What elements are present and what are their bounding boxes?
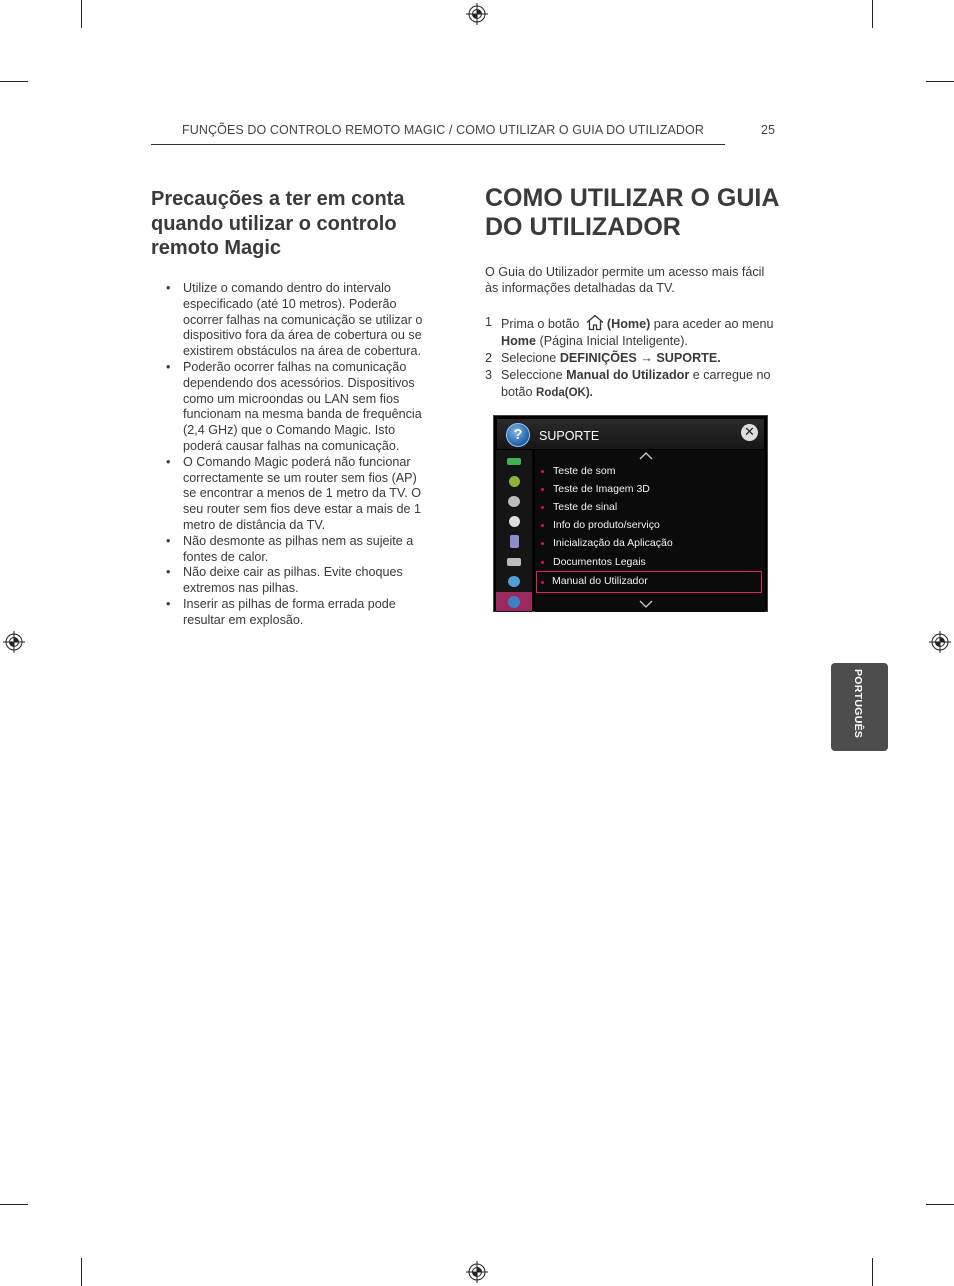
guide-intro: O Guia do Utilizador permite um acesso mais fácil às informações detalhadas da TV. (485, 265, 765, 295)
tv-support-menu (493, 415, 768, 612)
chevron-down-icon[interactable] (639, 600, 653, 608)
list-item[interactable]: Documentos Legais (536, 553, 762, 573)
registration-mark-icon (466, 1261, 488, 1283)
support-icon[interactable] (496, 592, 532, 611)
crop-mark (926, 81, 954, 82)
list-item[interactable]: Teste de som (536, 462, 762, 482)
crop-mark (81, 1258, 82, 1286)
crop-mark (0, 1204, 28, 1205)
list-item: • Não desmonte as pilhas nem as sujeite a fontes de calor. (166, 534, 431, 566)
support-question-icon: ? (506, 423, 530, 447)
home-icon (585, 314, 605, 331)
tv-menu-title: SUPORTE (539, 429, 600, 443)
header-divider (151, 144, 725, 145)
tv-menu-sidebar (496, 450, 532, 612)
list-item[interactable]: Info do produto/serviço (536, 516, 762, 536)
crop-mark (81, 0, 82, 28)
chevron-up-icon[interactable] (639, 452, 653, 460)
close-icon[interactable]: ✕ (741, 424, 758, 441)
registration-mark-icon (929, 631, 951, 653)
precautions-list (166, 281, 431, 629)
tv-menu-header (497, 419, 764, 449)
lock-icon[interactable] (496, 532, 532, 551)
guide-steps (485, 314, 775, 402)
list-item-selected[interactable]: Manual do Utilizador (536, 571, 762, 593)
crop-mark (872, 1258, 873, 1286)
step-1: 1 Prima o botão (Home) para aceder ao menu Home (Página Inicial Inteligente). (485, 315, 774, 348)
list-item[interactable]: Teste de sinal (536, 498, 762, 518)
step-3: 3 Seleccione Manual do Utilizador e carregue no botão Roda(OK). (485, 368, 771, 399)
page-number: 25 (761, 123, 775, 137)
list-item: • Inserir as pilhas de forma errada pode resultar em explosão. (166, 597, 431, 629)
network-icon[interactable] (496, 572, 532, 591)
language-tab: PORTUGUÊS (831, 663, 888, 751)
crop-mark (872, 0, 873, 28)
running-header: FUNÇÕES DO CONTROLO REMOTO MAGIC / COMO UTILIZAR O GUIA DO UTILIZADOR (182, 123, 704, 137)
channel-icon[interactable] (496, 492, 532, 511)
registration-mark-icon (466, 3, 488, 25)
list-item[interactable]: Inicialização da Aplicação (536, 534, 762, 554)
crop-mark (926, 1204, 954, 1205)
precautions-title: Precauções a ter em conta quando utilizar o controlo remoto Magic (151, 188, 405, 259)
registration-mark-icon (3, 631, 25, 653)
list-item: • O Comando Magic poderá não funcionar correctamente se um router sem fios (AP) se encontrar a menos de 1 metro da TV. O seu router sem fios deve estar a mais de 1 metro de distância da TV. (166, 455, 431, 534)
list-item: • Não deixe cair as pilhas. Evite choques extremos nas pilhas. (166, 565, 431, 597)
crop-mark (0, 81, 28, 82)
guide-title: COMO UTILIZAR O GUIA DO UTILIZADOR (485, 184, 779, 241)
list-item: • Poderão ocorrer falhas na comunicação dependendo dos acessórios. Dispositivos como um microondas ou LAN sem fios funcionam na mesma banda de frequência (2,4 GHz) que o Comando Magic. Isto poderá causar falhas na comunicação. (166, 360, 431, 455)
tv-menu-list (535, 450, 765, 612)
list-item[interactable]: Teste de Imagem 3D (536, 480, 762, 500)
sound-icon[interactable] (496, 472, 532, 491)
list-item: • Utilize o comando dentro do intervalo especificado (até 10 metros). Poderão ocorrer falhas na comunicação se utilizar o dispositivo fora da área de cobertura ou se existirem obstáculos na área de cobertura. (166, 281, 431, 360)
time-icon[interactable] (496, 512, 532, 531)
step-2: 2 Selecione DEFINIÇÕES → SUPORTE. (485, 351, 721, 365)
picture-icon[interactable] (496, 452, 532, 471)
option-icon[interactable] (496, 552, 532, 571)
